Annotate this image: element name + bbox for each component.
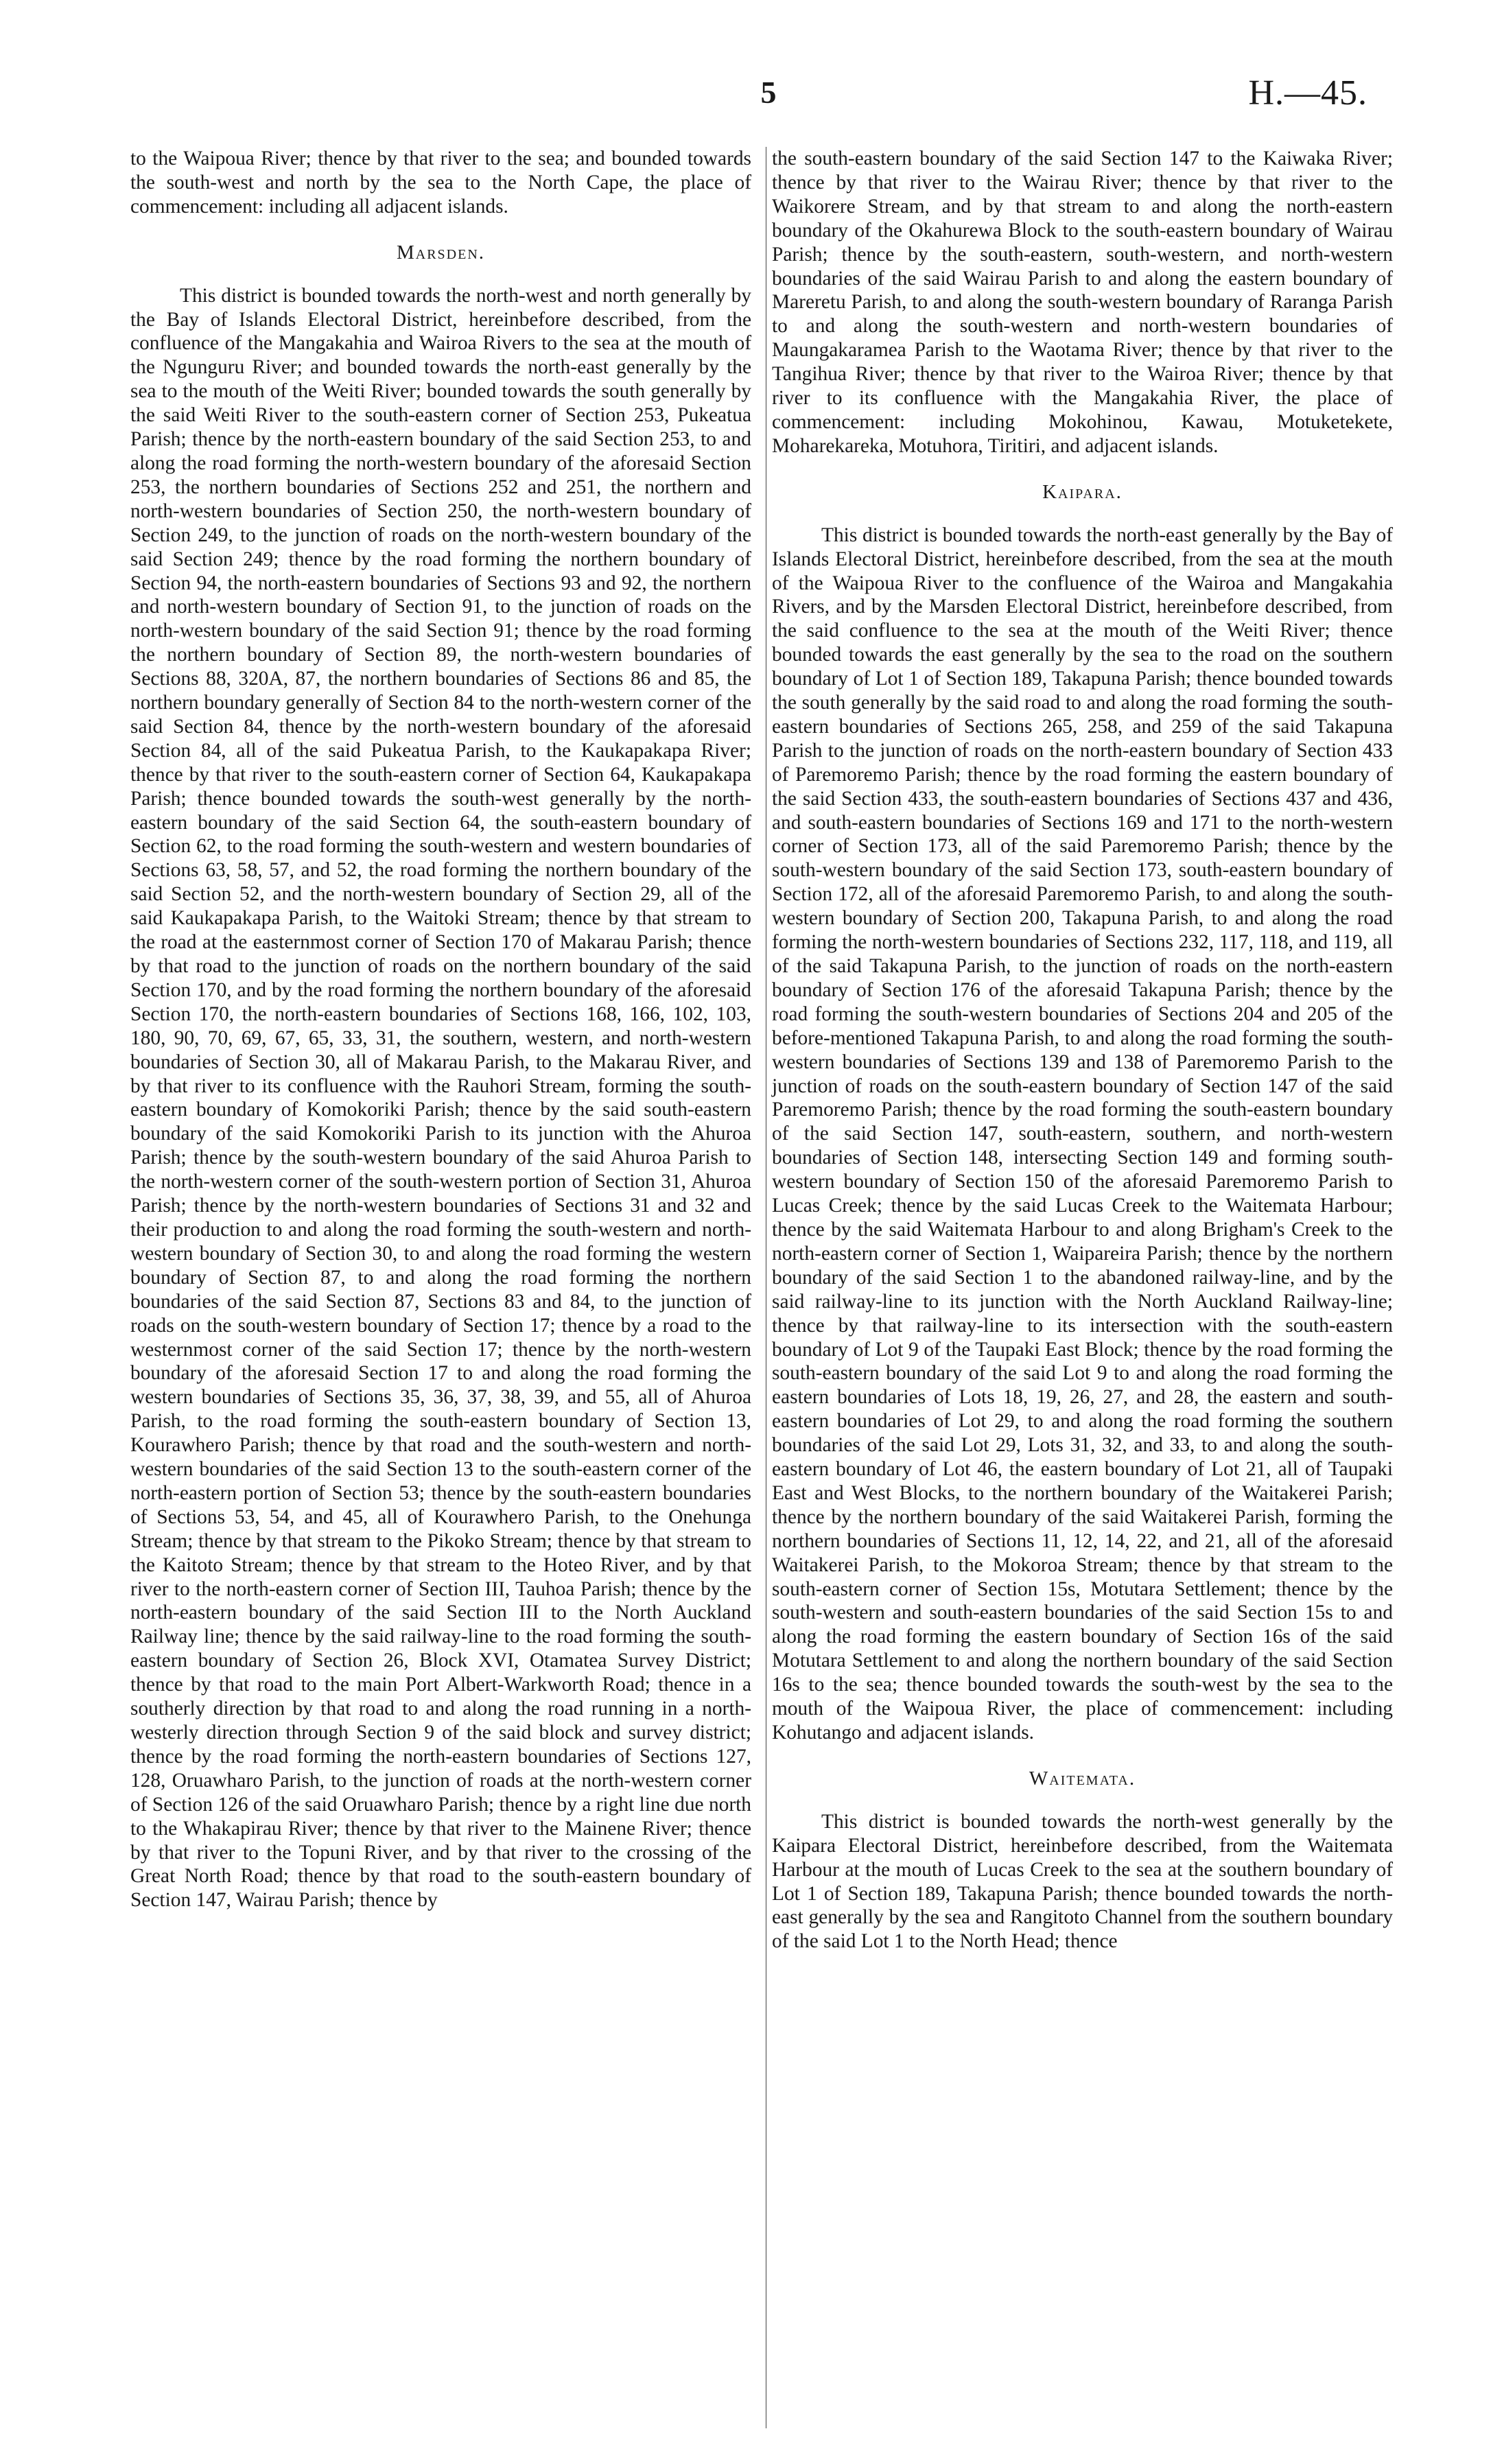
spacer xyxy=(772,458,1393,480)
spacer xyxy=(772,1791,1393,1810)
spacer xyxy=(130,219,751,241)
continuation-paragraph: to the Waipoua River; thence by that river to the sea; and bounded towards the south-west and north by the sea to the North Cape, the place of commencement: including all adjacent islands. xyxy=(130,148,751,218)
section-heading-waitemata: Waitemata. xyxy=(1029,1767,1136,1790)
section-body-marsden: This district is bounded towards the north-west and north generally by the Bay of Islands Electoral District, hereinbefore described, from the confluence of the Mangakahia and Wairoa Rivers to the sea at the mouth of the Ngunguru River; and bounded towards the north-east generally by the sea to the mouth of the Weiti River; bounded towards the south generally by the said Weiti River to the south-eastern corner of Section 253, Pukeatua Parish; thence by the north-eastern boundary of the said Section 253, to and along the road forming the north-western boundary of the aforesaid Section 253, the northern boundaries of Sections 252 and 251, the northern and north-western boundaries of Section 250, the north-western boundary of Section 249, to the junction of roads on the north-western boundary of the said Section 249; thence by the road forming the northern boundary of Section 94, the north-eastern boundaries of Sections 93 and 92, the northern and north-western boundary of Section 91, to the junction of roads on the north-western boundary of the said Section 91; thence by the road forming the northern boundary of Section 89, the north-western boundaries of Sections 88, 320A, 87, the northern boundaries of Sections 86 and 85, the northern boundary generally of Section 84 to the north-western corner of the said Section 84, thence by the north-western boundary of the aforesaid Section 84, all of the said Pukeatua Parish, to the Kaukapakapa River; thence by that river to the south-eastern corner of Section 64, Kaukapakapa Parish; thence bounded towards the south-west generally by the north-eastern boundary of the said Section 64, the south-eastern boundary of Section 62, to the road forming the south-western and western boundaries of Sections 63, 58, 57, and 52, the road forming the northern boundary of the said Section 52, and the north-western boundary of Section 29, all of the said Kaukapakapa Parish, to the Waitoki Stream; thence by that stream to the road at the easternmost corner of Section 170 of Makarau Parish; thence by that road to the junction of roads on the northern boundary of the said Section 170, and by the road forming the northern boundary of the aforesaid Section 170, the north-eastern boundaries of Sections 168, 166, 102, 103, 180, 90, 70, 69, 67, 65, 33, 31, the southern, western, and north-western boundaries of Section 30, all of Makarau Parish, to the Makarau River, and by that river to its confluence with the Rauhori Stream, forming the south-eastern boundary of Komokoriki Parish; thence by the said south-eastern boundary of the said Komokoriki Parish to its junction with the Ahuroa Parish; thence by the south-western boundary of the said Ahuroa Parish to the north-western corner of the south-western portion of Section 31, Ahuroa Parish; thence by the north-western boundaries of Sections 31 and 32 and their production to and along the road forming the south-western and north-western boundary of Section 30, to and along the road forming the western boundary of Section 87, to and along the road forming the northern boundaries of the said Section 87, Sections 83 and 84, to the junction of roads on the south-western boundary of Section 17; thence by a road to the westernmost corner of the said Section 17; thence by the north-western boundary of the aforesaid Section 17 to and along the road forming the western boundaries of Sections 35, 36, 37, 38, 39, and 55, all of Ahuroa Parish, to the road forming the south-eastern boundary of Section 13, Kourawhero Parish; thence by that road and the south-western and north-western boundaries of the said Section 13 to the south-eastern corner of the north-eastern portion of Section 53; thence by the south-eastern boundaries of Sections 53, 54, and 45, all of Kourawhero Parish, to the Onehunga Stream; thence by that stream to the Pikoko Stream; thence by that stream to the Kaitoto Stream; thence by that stream to the Hoteo River, and by that river to the north-eastern corner of Section III, Tauhoa Parish; thence by the north-eastern boundary of the said Section III to the North Auckland Railway line; thence by the said railway-line to the road forming the south-eastern boundary of Section 26, Block XVI, Otamatea Survey District; thence by that road to the main Port Albert-Warkworth Road; thence in a southerly direction by that road to and along the road running in a north-westerly direction through Section 9 of the said block and survey district; thence by the road forming the north-eastern boundaries of Sections 127, 128, Oruawharo Parish, to the junction of roads at the north-western corner of Section 126 of the said Oruawharo Parish; thence by a right line due north to the Whakapirau River; thence by that river to the Mainene River; thence by that river to the Topuni River, and by that river to the crossing of the Great North Road; thence by that road to the south-eastern boundary of Section 147, Wairau Parish; thence by xyxy=(130,284,751,1912)
page-header xyxy=(0,0,1491,144)
right-column xyxy=(772,147,1393,1953)
section-body-waitemata: This district is bounded towards the north-west generally by the Kaipara Electoral District, hereinbefore described, from the Waitemata Harbour at the mouth of Lucas Creek to the sea at the southern boundary of Lot 1 of Section 189, Takapuna Parish; thence bounded towards the north-east generally by the sea and Rangitoto Channel from the southern boundary of the said Lot 1 to the North Head; thence xyxy=(772,1810,1393,1953)
page-number: 5 xyxy=(760,75,777,110)
spacer xyxy=(772,504,1393,524)
spacer xyxy=(772,1745,1393,1767)
left-column xyxy=(130,147,751,1912)
section-body-kaipara: This district is bounded towards the north-east generally by the Bay of Islands Electoral District, hereinbefore described, from the sea at the mouth of the Waipoua River to the confluence of the Wairoa and Mangakahia Rivers, and by the Marsden Electoral District, hereinbefore described, from the said confluence to the sea at the mouth of the Weiti River; thence bounded towards the east generally by the sea to the road on the southern boundary of Lot 1 of Section 189, Takapuna Parish; thence bounded towards the south generally by the said road to and along the road forming the south-eastern boundaries of Sections 265, 258, and 259 of the said Takapuna Parish to the junction of roads on the north-eastern boundary of Section 433 of Paremoremo Parish; thence by the road forming the eastern boundary of the said Section 433, the south-eastern boundaries of Sections 437 and 436, and south-eastern boundaries of Sections 169 and 171 to the north-western corner of Section 173, all of the said Paremoremo Parish; thence by the south-western boundary of the said Section 173, south-eastern boundary of Section 172, all of the aforesaid Paremoremo Parish, to and along the south-western boundary of Section 200, Takapuna Parish, to and along the road forming the north-western boundaries of Sections 232, 117, 118, and 119, all of the said Takapuna Parish, to the junction of roads on the north-eastern boundary of Section 176 of the aforesaid Takapuna Parish; thence by the road forming the south-western boundaries of Sections 204 and 205 of the before-mentioned Takapuna Parish, to and along the road forming the south-western boundaries of Sections 139 and 138 of Paremoremo Parish to the junction of roads on the south-eastern boundary of Section 147 of the said Paremoremo Parish; thence by the road forming the south-eastern boundary of the said Section 147, south-eastern, southern, and north-western boundaries of Section 148, intersecting Section 149 and forming south-western boundary of Section 150 of the aforesaid Paremoremo Parish to Lucas Creek; thence by the said Lucas Creek to the Waitemata Harbour; thence by the said Waitemata Harbour to and along Brigham's Creek to the north-eastern corner of Section 1, Waipareira Parish; thence by the northern boundary of the said Section 1 to the abandoned railway-line, and by the said railway-line to its junction with the North Auckland Railway-line; thence by that railway-line to its intersection with the south-eastern boundary of Lot 9 of the Taupaki East Block; thence by the road forming the south-eastern boundary of the said Lot 9 to and along the road forming the eastern boundaries of Lots 18, 19, 26, 27, and 28, the eastern and south-eastern boundaries of Lot 29, to and along the road forming the southern boundaries of the said Lot 29, Lots 31, 32, and 33, to and along the south-eastern boundary of Lot 46, the eastern boundary of Lot 21, all of Taupaki East and West Blocks, to the northern boundary of the Waitakerei Parish; thence by the northern boundary of the said Waitakerei Parish, forming the northern boundaries of Sections 11, 12, 14, 22, and 21, all of the aforesaid Waitakerei Parish, to the Mokoroa Stream; thence by that stream to the south-eastern corner of Section 15s, Motutara Settlement; thence by the south-western and south-eastern boundaries of the said Section 15s to and along the road forming the eastern boundary of Section 16s of the said Motutara Settlement to and along the northern boundary of the said Section 16s to the sea; thence bounded towards the south-west by the sea to the mouth of the Waipoua River, the place of commencement: including Kohutango and adjacent islands. xyxy=(772,524,1393,1744)
document-reference: H.—45. xyxy=(1248,73,1367,113)
continuation-paragraph: the south-eastern boundary of the said Section 147 to the Kaiwaka River; thence by that river to the Wairau River; thence by that river to the Waikorere Stream, and by that stream to and along the north-eastern boundary of the Okahurewa Block to the south-eastern boundary of Wairau Parish; thence by the south-eastern, south-western, and north-western boundaries of the said Wairau Parish to and along the eastern boundary of Mareretu Parish, to and along the south-western boundary of Raranga Parish to and along the south-western and north-western boundaries of Maungakaramea Parish to the Waotama River; thence by that river to the Tangihua River; thence by that river to the Wairoa River; thence by that river to its confluence with the Mangakahia River, the place of commencement: including Mokohinou, Kawau, Motuketekete, Moharekareka, Motuhora, Tiritiri, and adjacent islands. xyxy=(772,148,1393,457)
section-heading-kaipara: Kaipara. xyxy=(1042,480,1123,503)
spacer xyxy=(130,265,751,284)
section-heading-marsden: Marsden. xyxy=(396,241,486,263)
